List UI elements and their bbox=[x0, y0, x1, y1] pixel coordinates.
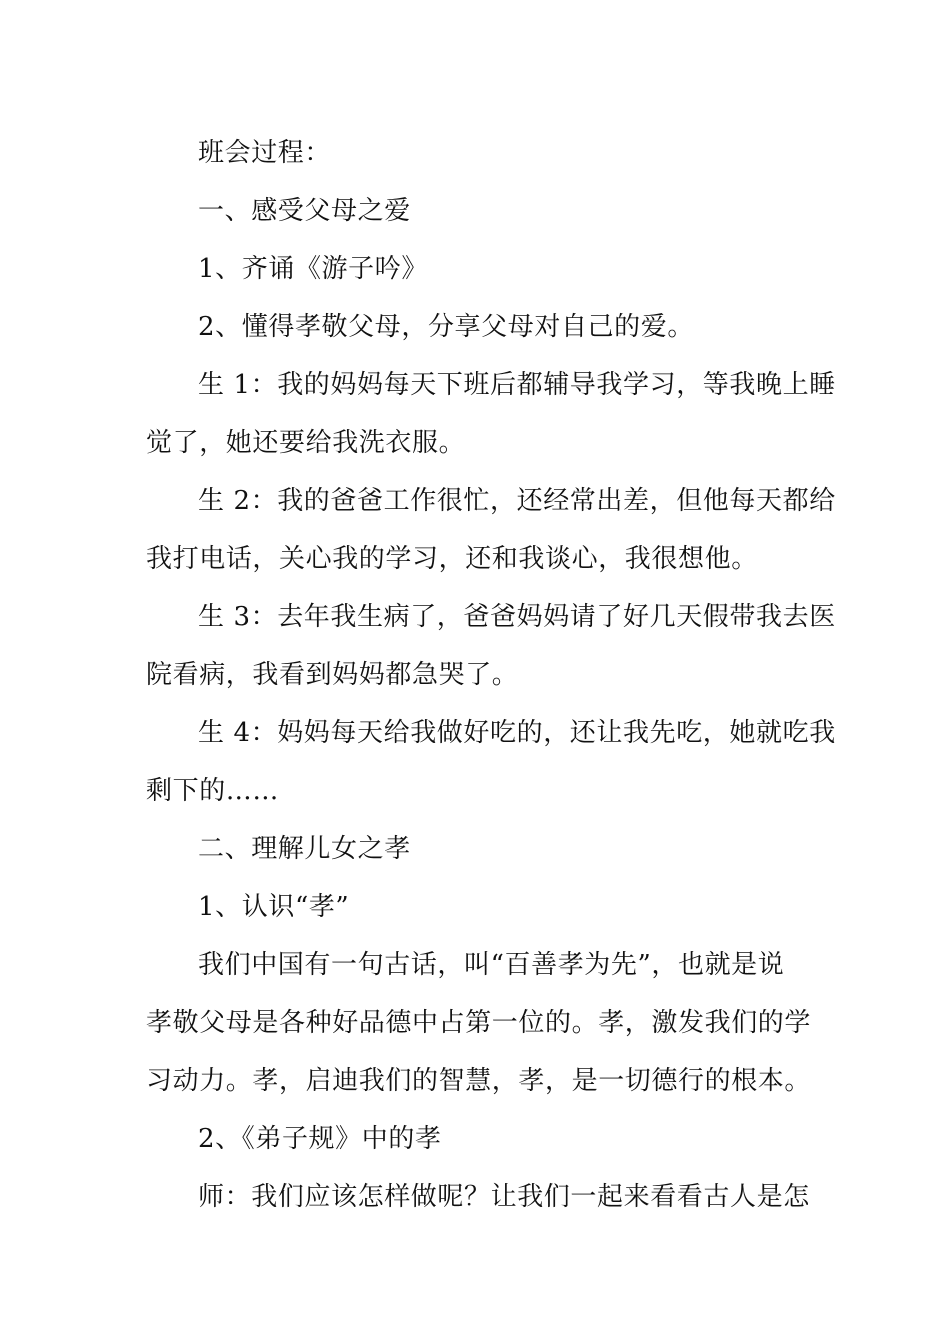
student-2-line-2: 我打电话，关心我的学习，还和我谈心，我很想他。 bbox=[146, 544, 758, 574]
student-3-line-1: 生 3：去年我生病了，爸爸妈妈请了好几天假带我去医 bbox=[198, 602, 836, 632]
subheading-2-2: 2、《弟子规》中的孝 bbox=[198, 1124, 442, 1154]
subheading-2-1: 1、认识“孝” bbox=[198, 892, 350, 922]
teacher-line-1: 师：我们应该怎样做呢？让我们一起来看看古人是怎 bbox=[198, 1182, 810, 1212]
section-heading-2: 二、理解儿女之孝 bbox=[198, 834, 411, 864]
subheading-1-1: 1、齐诵《游子吟》 bbox=[198, 254, 428, 284]
student-1-line-1: 生 1：我的妈妈每天下班后都辅导我学习，等我晚上睡 bbox=[198, 370, 836, 400]
student-1-line-2: 觉了，她还要给我洗衣服。 bbox=[146, 428, 466, 458]
paragraph-filial-line-1: 我们中国有一句古话，叫“百善孝为先”，也就是说 bbox=[198, 950, 785, 980]
paragraph-filial-line-2: 孝敬父母是各种好品德中占第一位的。孝，激发我们的学 bbox=[146, 1008, 812, 1038]
student-4-line-1: 生 4：妈妈每天给我做好吃的，还让我先吃，她就吃我 bbox=[198, 718, 836, 748]
heading-class-meeting-process: 班会过程： bbox=[198, 138, 332, 168]
section-heading-1: 一、感受父母之爱 bbox=[198, 196, 411, 226]
student-3-line-2: 院看病，我看到妈妈都急哭了。 bbox=[146, 660, 519, 690]
student-4-line-2: 剩下的…… bbox=[146, 776, 280, 806]
paragraph-filial-line-3: 习动力。孝，启迪我们的智慧，孝，是一切德行的根本。 bbox=[146, 1066, 812, 1096]
subheading-1-2: 2、懂得孝敬父母，分享父母对自己的爱。 bbox=[198, 312, 694, 342]
document-body bbox=[146, 124, 836, 1226]
student-2-line-1: 生 2：我的爸爸工作很忙，还经常出差，但他每天都给 bbox=[198, 486, 836, 516]
